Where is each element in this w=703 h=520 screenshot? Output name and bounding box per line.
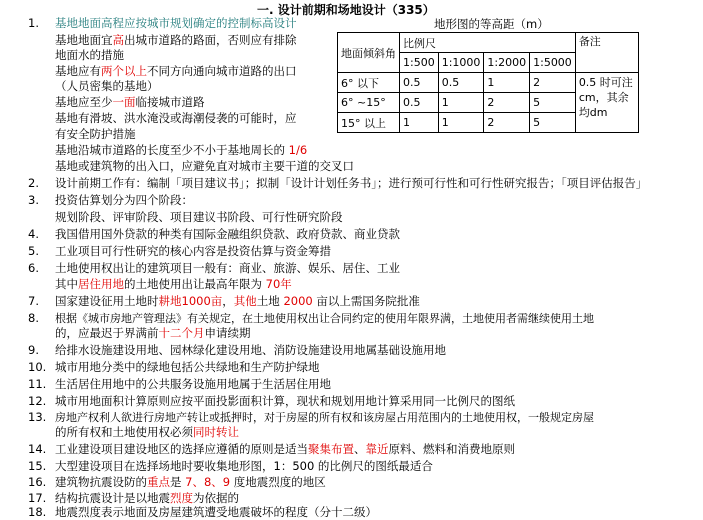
section-title: 一. 设计前期和场地设计（335） — [257, 3, 435, 17]
item-text: 给排水设施建设用地、园林绿化建设用地、消防设施建设用地属基础设施用地 — [55, 343, 446, 357]
table-header-cell: 备注 — [575, 33, 638, 73]
item-text: 投资估算划分为四个阶段： — [55, 193, 193, 207]
item-text: 土地使用权出让的建筑项目一般有：商业、旅游、娱乐、居住、工业 — [55, 261, 400, 275]
table-caption: 地形图的等高距（m） — [434, 17, 549, 31]
item-number: 8. — [28, 311, 39, 325]
text-span: 结构抗震设计是以地震 — [55, 491, 170, 505]
item-line: 有安全防护措施 — [55, 127, 136, 141]
table-cell: 2 — [484, 113, 530, 133]
item-number: 6. — [28, 261, 39, 275]
item-number: 12. — [28, 394, 47, 408]
item-number: 17. — [28, 491, 47, 505]
table-header-cell: 比例尺 — [400, 33, 576, 53]
item-number: 1. — [28, 16, 39, 30]
highlight-span: 7、8、9 — [185, 475, 231, 489]
item-text — [55, 491, 239, 506]
table-cell: 1 — [400, 113, 439, 133]
item-line — [55, 95, 205, 110]
item-number: 4. — [28, 227, 39, 241]
highlight-span: 一面 — [112, 95, 136, 109]
table-cell: 0.5 — [400, 73, 439, 93]
highlight-span: 十二个月 — [158, 326, 205, 340]
text-span: 土地 — [256, 294, 284, 308]
text-span: 国家建设征用土地时 — [55, 294, 159, 308]
item-line: （人员密集的基地） — [55, 79, 159, 93]
table-cell: 5 — [530, 93, 576, 113]
item-number: 11. — [28, 377, 47, 391]
highlight-span: 聚集布置 — [308, 442, 354, 456]
table-cell: 1 — [438, 93, 484, 113]
item-text: 我国借用国外贷款的种类有国际金融组织贷款、政府贷款、商业贷款 — [55, 227, 400, 241]
item-number: 10. — [28, 360, 47, 374]
highlight-span: 靠近 — [365, 442, 389, 456]
text-span: 不同方向通向城市道路的出口 — [147, 64, 297, 78]
item-text: 大型建设项目在选择场地时要收集地形图，1：500 的比例尺的图纸最适合 — [55, 459, 433, 473]
highlight-span: 两个以上 — [101, 64, 147, 78]
item-number: 18. — [28, 505, 47, 519]
item-number: 3. — [28, 193, 39, 207]
item-text: 工业项目可行性研究的核心内容是投资估算与资金筹措 — [55, 244, 331, 258]
item-text: 地震烈度表示地面及房屋建筑遭受地震破坏的程度（分十二级） — [55, 505, 377, 519]
highlight-span: 重点 — [147, 475, 170, 489]
item-line: 基地或建筑物的出入口，应避免直对城市主要干道的交叉口 — [55, 159, 354, 173]
text-span: 其中 — [55, 277, 78, 291]
text-span: 的土地使用出让最高年限为 — [124, 277, 266, 291]
text-span: 原料、燃料和消费地原则 — [388, 442, 515, 456]
item-text — [55, 425, 239, 440]
item-line: 地面水的措施 — [55, 48, 124, 62]
text-span: 临接城市道路 — [135, 95, 205, 109]
text-span: 申请续期 — [204, 326, 251, 340]
highlight-span: 2000 — [283, 294, 313, 308]
highlight-span: 耕地1000亩 — [158, 294, 223, 308]
table-scale-cell: 1:5000 — [530, 53, 576, 73]
item-text: 城市用地面积计算原则应按平面投影面积计算，现状和规划用地计算采用同一比例尺的图纸 — [55, 394, 515, 408]
item-text — [55, 326, 251, 341]
table-cell: 1 — [484, 73, 530, 93]
table-cell: 5 — [530, 113, 576, 133]
item-text: 规划阶段、评审阶段、项目建议书阶段、可行性研究阶段 — [55, 210, 343, 224]
table-angle-cell: 15° 以上 — [338, 113, 400, 133]
item-number: 2. — [28, 176, 39, 190]
item-text — [55, 442, 515, 457]
highlight-span: 居住用地 — [78, 277, 124, 291]
highlight-span: 烈度 — [170, 491, 193, 505]
item-line — [55, 143, 307, 158]
item-text: 房地产权利人欲进行房地产转让或抵押时，对于房屋的所有权和该房屋占用范围内的土地使用权，一般规定房屋 — [55, 411, 594, 424]
table-scale-cell: 1:1000 — [438, 53, 484, 73]
item-number: 13. — [28, 410, 47, 424]
item-number: 16. — [28, 475, 47, 489]
item-number: 15. — [28, 459, 47, 473]
item-text — [55, 475, 326, 490]
item-number: 7. — [28, 294, 39, 308]
text-span: 基地地面宜 — [55, 33, 113, 47]
item-line — [55, 33, 297, 48]
table-scale-cell: 1:2000 — [484, 53, 530, 73]
highlight-span: 70年 — [265, 277, 292, 291]
text-span: 工业建设项目建设地区的选择应遵循的原则是适当 — [55, 442, 308, 456]
table-angle-cell: 6° 以下 — [338, 73, 400, 93]
item-number: 5. — [28, 244, 39, 258]
item-text: 设计前期工作有：编制「项目建议书」；拟制「设计计划任务书」；进行预可行性和可行性研究报告；「项目评估报告」 — [55, 176, 648, 190]
text-span: 为依据的 — [193, 491, 239, 505]
item-text: 城市用地分类中的绿地包括公共绿地和生产防护绿地 — [55, 360, 320, 374]
text-span: 是 — [170, 475, 186, 489]
text-span: 出城市道路的路面，否则应有排除 — [124, 33, 297, 47]
table-cell: 2 — [484, 93, 530, 113]
highlight-span: 高 — [112, 33, 124, 47]
item-number: 9. — [28, 343, 39, 357]
text-span: 基地应至少 — [55, 95, 113, 109]
text-span: 基地应有 — [55, 64, 101, 78]
item-line: 基地有滑坡、洪水淹没或海潮侵袭的可能时，应 — [55, 111, 297, 125]
text-span: 建筑物抗震设防的 — [55, 475, 147, 489]
highlight-span: 同时转让 — [193, 425, 239, 439]
text-span: 、 — [354, 442, 366, 456]
text-span: ， — [222, 294, 234, 308]
highlight-span: 其他 — [233, 294, 257, 308]
table-cell: 0.5 — [438, 73, 484, 93]
text-span: 亩以上需国务院批准 — [312, 294, 420, 308]
highlight-span: 1/6 — [288, 143, 308, 157]
table-cell: 1 — [438, 113, 484, 133]
item-text — [55, 294, 420, 309]
text-span: 基地沿城市道路的长度至少不小于基地周长的 — [55, 143, 289, 157]
text-span: 度地震烈度的地区 — [230, 475, 326, 489]
table-cell: 0.5 — [400, 93, 439, 113]
text-span: 的所有权和土地使用权必须 — [55, 425, 193, 439]
item-text: 生活居住用地中的公共服务设施用地属于生活居住用地 — [55, 377, 331, 391]
contour-interval-table — [337, 32, 639, 133]
item-line — [55, 64, 297, 79]
table-angle-cell: 6° ~15° — [338, 93, 400, 113]
item-number: 14. — [28, 442, 47, 456]
table-scale-cell: 1:500 — [400, 53, 439, 73]
item-text — [55, 277, 292, 292]
table-note-cell: 0.5 时可注cm，其余均dm — [575, 73, 638, 133]
table-header-cell: 地面倾斜角 — [338, 33, 400, 73]
item-heading: 基地地面高程应按城市规划确定的控制标高设计 — [55, 16, 297, 30]
table-cell: 2 — [530, 73, 576, 93]
text-span: 的，应最迟于界满前 — [55, 326, 159, 340]
item-text: 根据《城市房地产管理法》有关规定，在土地使用权出让合同约定的使用年限界满，土地使用者需继续使用土地 — [55, 312, 594, 325]
